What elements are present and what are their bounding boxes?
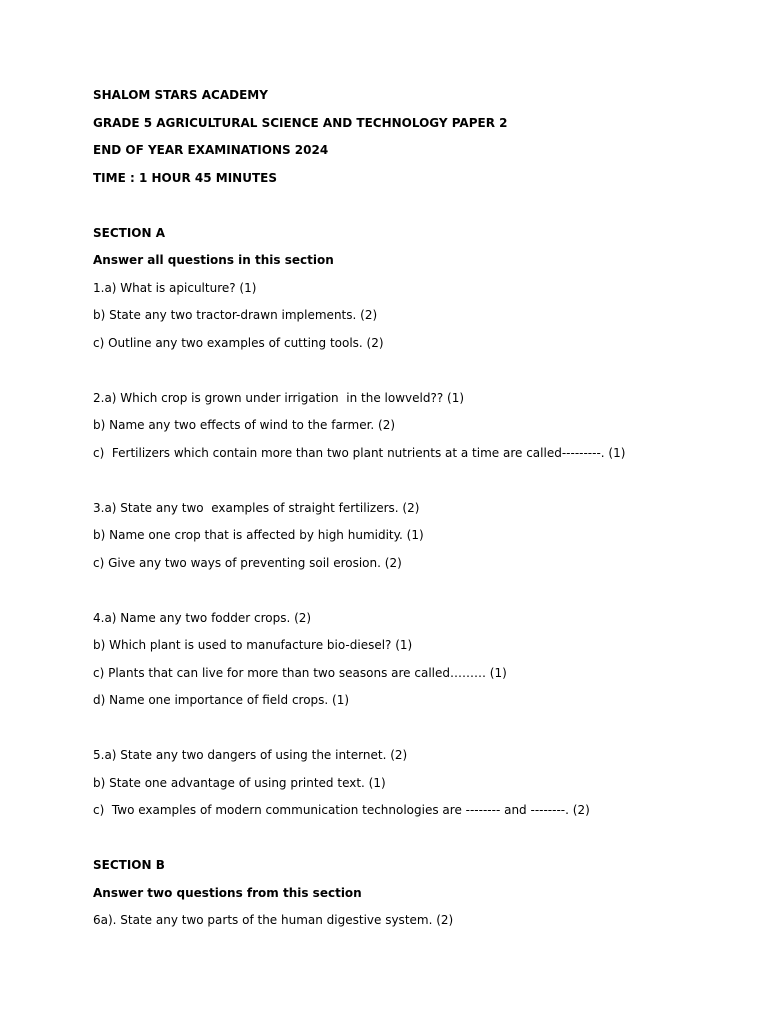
section-b-heading: SECTION B xyxy=(93,858,165,872)
question-4a: 4.a) Name any two fodder crops. (2) xyxy=(93,610,312,625)
school-name: SHALOM STARS ACADEMY xyxy=(93,88,268,102)
paper-title: GRADE 5 AGRICULTURAL SCIENCE AND TECHNOLOGY PAPER 2 xyxy=(93,115,508,130)
question-5a: 5.a) State any two dangers of using the internet. (2) xyxy=(93,748,408,762)
question-3a: 3.a) State any two examples of straight fertilizers. (2) xyxy=(93,500,420,515)
question-1a: 1.a) What is apiculture? (1) xyxy=(93,280,257,295)
question-3c: c) Give any two ways of preventing soil erosion. (2) xyxy=(93,555,402,570)
exam-duration: TIME : 1 HOUR 45 MINUTES xyxy=(93,170,277,185)
section-a-instruction: Answer all questions in this section xyxy=(93,253,334,267)
question-6a: 6a). State any two parts of the human digestive system. (2) xyxy=(93,913,454,927)
question-2b: b) Name any two effects of wind to the farmer. (2) xyxy=(93,418,396,432)
exam-title: END OF YEAR EXAMINATIONS 2024 xyxy=(93,143,329,157)
question-4d: d) Name one importance of field crops. (1) xyxy=(93,693,350,707)
question-2c: c) Fertilizers which contain more than two plant nutrients at a time are called---------. (1) xyxy=(93,445,626,460)
question-5b: b) State one advantage of using printed text. (1) xyxy=(93,775,386,790)
exam-paper xyxy=(93,88,713,927)
question-1c: c) Outline any two examples of cutting tools. (2) xyxy=(93,335,384,350)
question-3b: b) Name one crop that is affected by high humidity. (1) xyxy=(93,528,424,542)
question-1b: b) State any two tractor-drawn implements. (2) xyxy=(93,308,378,322)
question-2a: 2.a) Which crop is grown under irrigation in the lowveld?? (1) xyxy=(93,390,465,405)
section-b-instruction: Answer two questions from this section xyxy=(93,885,362,900)
question-5c: c) Two examples of modern communication technologies are -------- and --------. (2) xyxy=(93,803,590,817)
question-4b: b) Which plant is used to manufacture bio-diesel? (1) xyxy=(93,638,413,652)
section-a-heading: SECTION A xyxy=(93,225,166,240)
question-4c: c) Plants that can live for more than two seasons are called……… (1) xyxy=(93,665,507,680)
